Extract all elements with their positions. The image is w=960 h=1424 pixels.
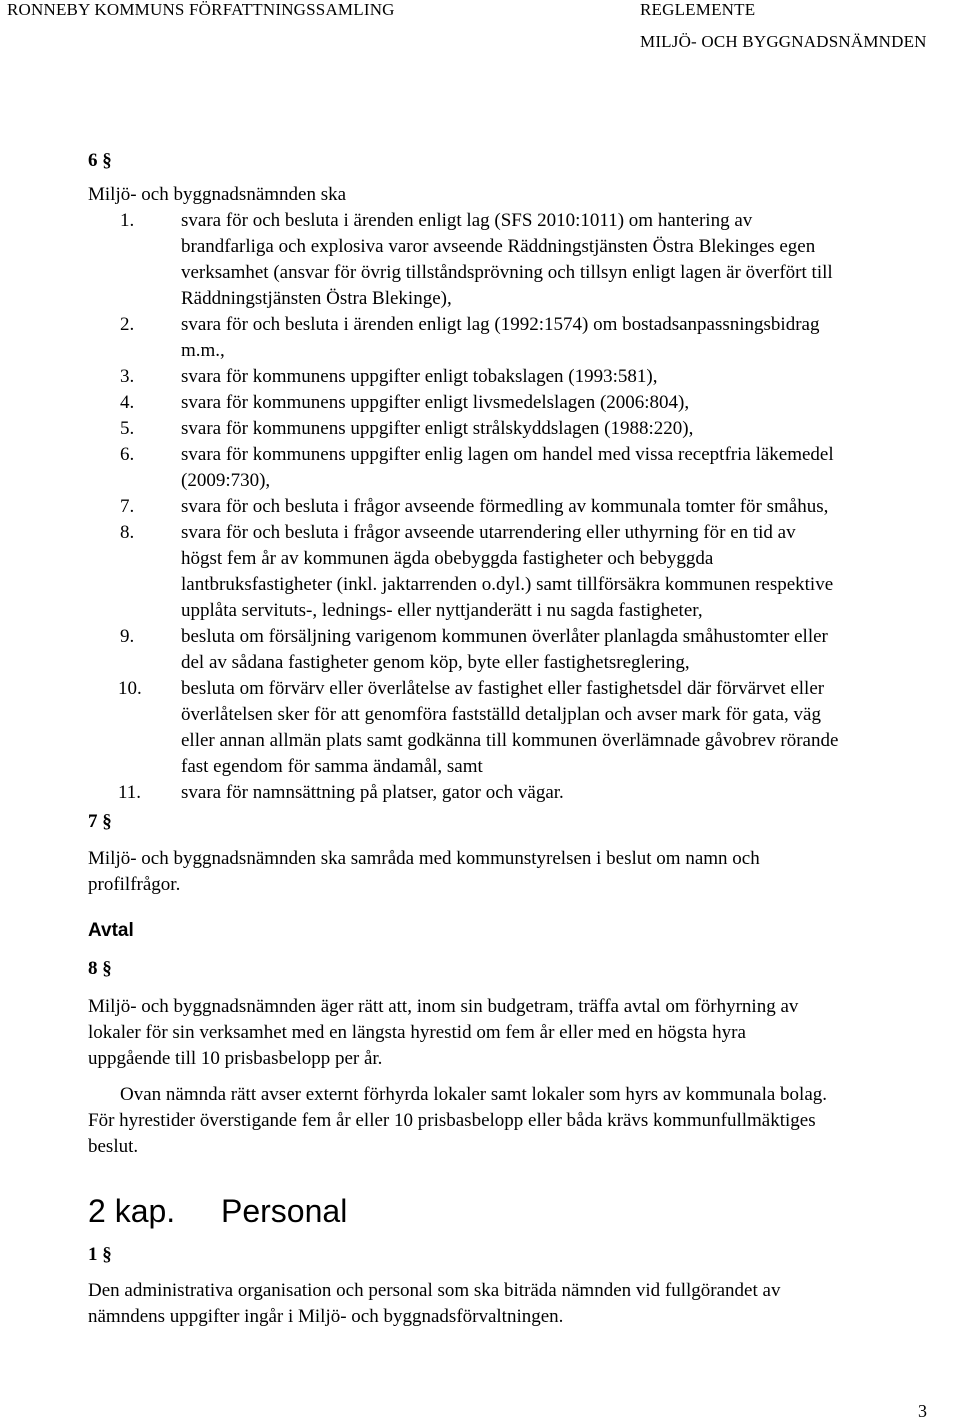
list-item-line: (2009:730), (181, 470, 271, 491)
chapter-2-text-line-2: nämndens uppgifter ingår i Miljö- och byggnadsförvaltningen. (88, 1306, 564, 1327)
section-6-number: 6 § (88, 150, 112, 171)
list-item-number: 1. (120, 210, 135, 231)
chapter-2-text-line-1: Den administrativa organisation och personal som ska biträda nämnden vid fullgörandet av (88, 1280, 781, 1301)
section-6-intro: Miljö- och byggnadsnämnden ska (88, 184, 347, 205)
list-item-text (181, 416, 956, 442)
list-item-text (181, 676, 956, 780)
list-item-line: brandfarliga och explosiva varor avseende Räddningstjänsten Östra Blekinges egen (181, 236, 816, 257)
section-8-p2-line-3: beslut. (88, 1136, 139, 1157)
chapter-2-section-1-number: 1 § (88, 1244, 112, 1265)
chapter-2-title: Personal (221, 1193, 348, 1229)
list-item-number: 10. (118, 678, 142, 699)
list-item-line: svara för kommunens uppgifter enligt strålskyddslagen (1988:220), (181, 418, 694, 439)
list-item-line: upplåta servituts-, lednings- eller nyttjanderätt i nu sagda fastigheter, (181, 600, 703, 621)
list-item-number: 5. (120, 418, 135, 439)
list-item-text (181, 494, 956, 520)
section-7-line-2: profilfrågor. (88, 874, 181, 895)
header-document-type: REGLEMENTE (640, 0, 756, 19)
list-item-line: svara för namnsättning på platser, gator och vägar. (181, 782, 564, 803)
avtal-heading: Avtal (88, 920, 134, 941)
list-item-line: högst fem år av kommunen ägda obebyggda fastigheter och bebyggda (181, 548, 714, 569)
list-item-line: svara för och besluta i frågor avseende förmedling av kommunala tomter för småhus, (181, 496, 829, 517)
list-item-number: 8. (120, 522, 135, 543)
list-item-text (181, 312, 956, 364)
section-8-p1-line-3: uppgående till 10 prisbasbelopp per år. (88, 1048, 383, 1069)
list-item-line: del av sådana fastigheter genom köp, byte eller fastighetsreglering, (181, 652, 690, 673)
list-item-line: svara för och besluta i frågor avseende utarrendering eller uthyrning för en tid av (181, 522, 796, 543)
list-item-line: Räddningstjänsten Östra Blekinge), (181, 288, 452, 309)
list-item-number: 2. (120, 314, 135, 335)
list-item-number: 9. (120, 626, 135, 647)
list-item-text (181, 624, 956, 676)
list-item-line: fast egendom för samma ändamål, samt (181, 756, 483, 777)
header-municipality: RONNEBY KOMMUNS FÖRFATTNINGSSAMLING (7, 0, 395, 19)
list-item-number: 7. (120, 496, 135, 517)
list-item-text (181, 364, 956, 390)
list-item-text (181, 780, 956, 806)
list-item-line: svara för och besluta i ärenden enligt lag (SFS 2010:1011) om hantering av (181, 210, 753, 231)
list-item-line: lantbruksfastigheter (inkl. jaktarrenden o.dyl.) samt tillförsäkra kommunen respektive (181, 574, 834, 595)
list-item-text (181, 390, 956, 416)
section-8-p1-line-1: Miljö- och byggnadsnämnden äger rätt att, inom sin budgetram, träffa avtal om förhyrning av (88, 996, 799, 1017)
list-item-line: eller annan allmän plats samt godkänna till kommunen överlämnade gåvobrev rörande (181, 730, 839, 751)
section-8-number: 8 § (88, 958, 112, 979)
section-8-p2-line-2: För hyrestider överstigande fem år eller 10 prisbasbelopp eller båda krävs kommunfullmäktiges (88, 1110, 816, 1131)
list-item-text (181, 208, 956, 312)
list-item-line: svara för och besluta i ärenden enligt lag (1992:1574) om bostadsanpassningsbidrag (181, 314, 820, 335)
list-item-line: m.m., (181, 340, 225, 361)
list-item-line: besluta om försäljning varigenom kommunen överlåter planlagda småhustomter eller (181, 626, 828, 647)
section-8-p1-line-2: lokaler för sin verksamhet med en längsta hyrestid om fem år eller med en högsta hyra (88, 1022, 746, 1043)
list-item-text (181, 442, 956, 494)
section-7-line-1: Miljö- och byggnadsnämnden ska samråda med kommunstyrelsen i beslut om namn och (88, 848, 760, 869)
header-committee: MILJÖ- OCH BYGGNADSNÄMNDEN (640, 32, 927, 51)
list-item-line: överlåtelsen sker för att genomföra fastställd detaljplan och avser mark för gata, väg (181, 704, 821, 725)
page-number: 3 (918, 1401, 927, 1421)
list-item-text (181, 520, 956, 624)
section-8-p2-line-1: Ovan nämnda rätt avser externt förhyrda lokaler samt lokaler som hyrs av kommunala bolag. (120, 1084, 827, 1105)
list-item-line: svara för kommunens uppgifter enligt livsmedelslagen (2006:804), (181, 392, 690, 413)
section-7-number: 7 § (88, 811, 112, 832)
list-item-line: svara för kommunens uppgifter enligt tobakslagen (1993:581), (181, 366, 658, 387)
list-item-line: svara för kommunens uppgifter enlig lagen om handel med vissa receptfria läkemedel (181, 444, 834, 465)
chapter-2-number: 2 kap. (88, 1193, 176, 1229)
list-item-line: besluta om förvärv eller överlåtelse av fastighet eller fastighetsdel där förvärvet eller (181, 678, 825, 699)
list-item-number: 3. (120, 366, 135, 387)
list-item-number: 6. (120, 444, 135, 465)
list-item-number: 4. (120, 392, 135, 413)
list-item-line: verksamhet (ansvar för övrig tillståndsprövning och tillsyn enligt lagen är överfört till (181, 262, 833, 283)
list-item-number: 11. (118, 782, 142, 803)
